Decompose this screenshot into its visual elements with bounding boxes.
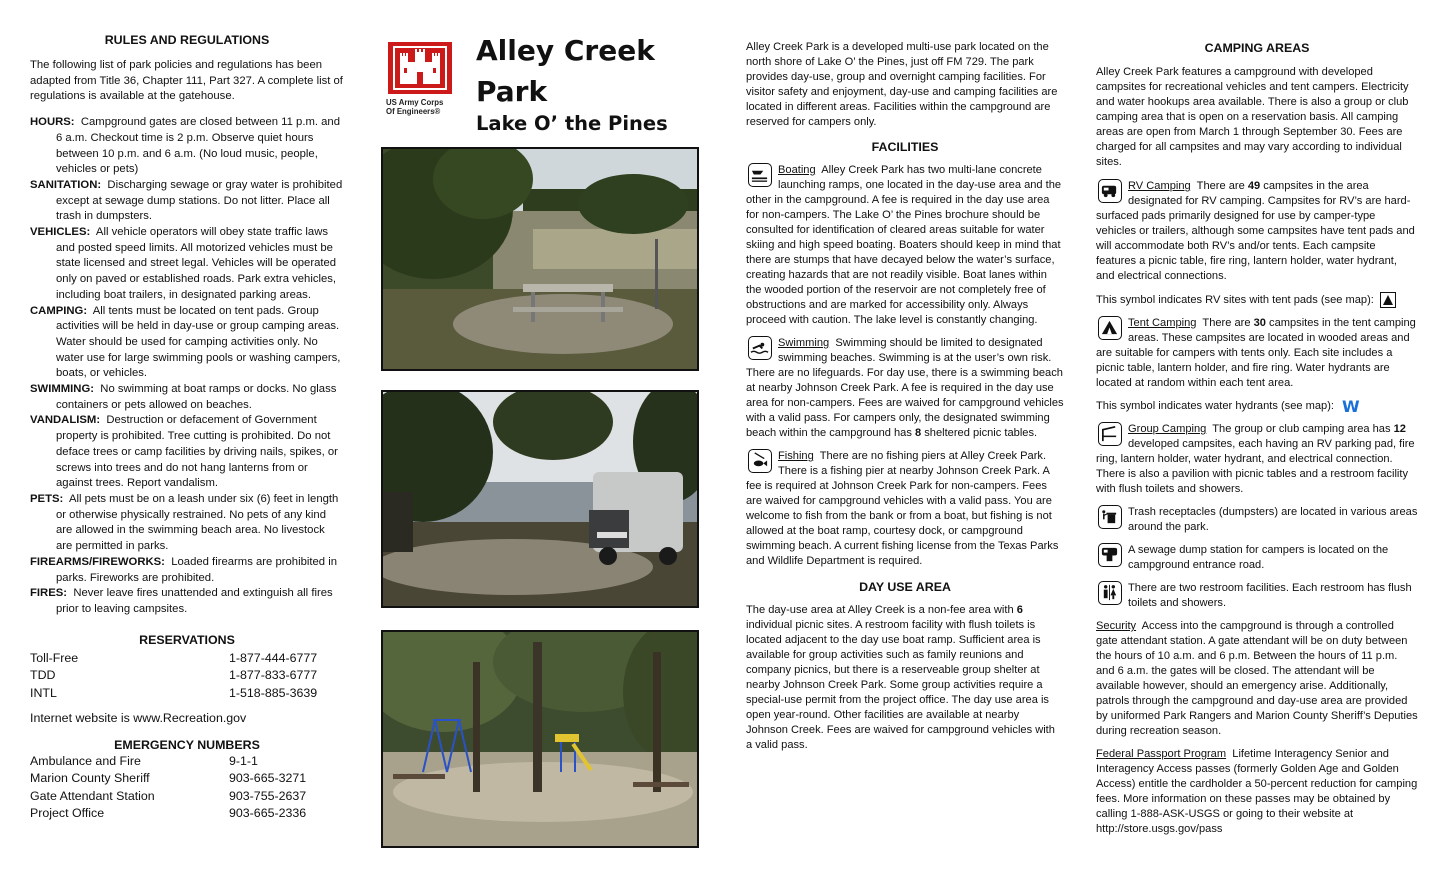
tent-camping-label: Tent Camping bbox=[1128, 317, 1197, 329]
reservation-row-number: 1-877-444-6777 bbox=[229, 650, 318, 665]
logo-caption bbox=[386, 98, 443, 117]
emergency-row bbox=[30, 788, 344, 806]
rv-text-end: campsites in the area designated for RV camping. Campsites for RV’s are hard-surfaced pads primarily designed for use by camper-type vehicles or trailers, although some campsites have tent pads and will accommodate both RV’s and/or tents. Each campsite features a picnic table, fire ring, lantern holder, water hydrant, and electrical connections. bbox=[1096, 180, 1415, 282]
rv-symbol-note bbox=[1096, 292, 1418, 308]
emergency-row-number: 903-755-2637 bbox=[229, 788, 307, 803]
rule-label: SWIMMING: bbox=[30, 383, 95, 396]
rule-label: HOURS: bbox=[30, 116, 75, 129]
rule-text: No swimming at boat ramps or docks. No glass containers or pets allowed on beaches. bbox=[56, 383, 337, 411]
rule-item bbox=[30, 225, 344, 304]
tent-camping-section bbox=[1096, 316, 1418, 391]
tent-text-start: There are bbox=[1202, 317, 1254, 329]
rule-text: All vehicle operators will obey state traffic laws and posted speed limits. All motorized vehicles must be state licensed and street legal. Vehicles will be operated only on paved or established roads. Park extra vehicles, including boat trailers, in designated parking areas. bbox=[56, 226, 337, 301]
lake-subtitle: Lake O’ the Pines bbox=[476, 112, 668, 135]
rv-text-start: There are bbox=[1196, 180, 1248, 192]
day-use-text-end: individual picnic sites. A restroom facility with flush toilets is located adjacent to the day use boat ramp. Sufficient area is available for group activities such as family reunions and company picnics, but there is a reserveable group shelter at nearby Johnson Creek Park. Some group activities require a special-use permit from the project office. The day use area is open year-round. Other facilities are available at nearby Johnson Creek. Fees are waived for campground vehicles with a valid pass. bbox=[746, 619, 1055, 751]
rules-heading: RULES AND REGULATIONS bbox=[104, 33, 270, 47]
rule-text: Discharging sewage or gray water is prohibited except at sewage dump stations. Do not litter. Place all trash in dumpsters. bbox=[56, 178, 343, 223]
tent-site-count: 30 bbox=[1253, 317, 1266, 329]
emergency-row bbox=[30, 805, 344, 823]
rule-text: All tents must be located on tent pads. Group activities will be held in day-use or group camping areas. Water should be used for camping activities only. No water use for large swimming pools or washing campers, boats, or vehicles. bbox=[56, 304, 341, 380]
reservation-row-number: 1-877-833-6777 bbox=[229, 668, 318, 683]
reservation-row-number: 1-518-885-3639 bbox=[229, 685, 318, 700]
rule-item bbox=[30, 413, 344, 492]
rules-column bbox=[30, 32, 344, 823]
group-site-count: 12 bbox=[1393, 423, 1406, 435]
rule-item bbox=[30, 586, 344, 617]
emergency-table bbox=[30, 753, 344, 823]
reservations-heading: RESERVATIONS bbox=[139, 632, 235, 647]
reservation-row bbox=[30, 650, 344, 668]
emergency-row-number: 903-665-2336 bbox=[229, 806, 307, 821]
fishing-section bbox=[746, 449, 1064, 569]
fisherman-icon bbox=[748, 449, 772, 473]
swimming-text-end: sheltered picnic tables. bbox=[921, 427, 1038, 439]
emergency-row-label: Project Office bbox=[30, 806, 105, 821]
tent-icon bbox=[1098, 316, 1122, 340]
park-title-line-1: Alley Creek bbox=[476, 34, 655, 67]
sewage-dump-icon bbox=[1098, 543, 1122, 567]
cover-column bbox=[378, 0, 704, 875]
passport-text: Lifetime Interagency Senior and Interagency Access passes (formerly Golden Age and Golden Access) entitle the cardholder a 50-percent reduction for camping fees. More information on these passes may be obtained by calling 1-888-ASK-USGS or going to their website at http://store.usgs.gov/pass bbox=[1096, 748, 1418, 835]
camping-heading: CAMPING AREAS bbox=[1204, 41, 1310, 55]
trash-section bbox=[1096, 505, 1418, 535]
restroom-icon bbox=[1098, 581, 1122, 605]
reservation-row bbox=[30, 685, 344, 703]
sewage-section bbox=[1096, 543, 1418, 573]
group-shelter-icon bbox=[1098, 422, 1122, 446]
rule-label: CAMPING: bbox=[30, 304, 88, 317]
emergency-heading: EMERGENCY NUMBERS bbox=[114, 737, 260, 752]
rule-label: VANDALISM: bbox=[30, 414, 101, 427]
swimming-table-count: 8 bbox=[914, 427, 922, 439]
trash-text: Trash receptacles (dumpsters) are located in various areas around the park. bbox=[1128, 506, 1418, 533]
day-use-text bbox=[746, 603, 1064, 753]
fishing-text: There are no fishing piers at Alley Creek Park. There is a fishing pier at nearby Johnson Creek Park. A fee is required at Johnson Creek Park for non-campers. Fees are waived for campground vehicles with a valid pass. You are welcome to fish from the bank or from a boat, but fishing is not allowed at the boat ramp, courtesy dock, or campground swimming beach. A current fishing license from the Texas Parks and Wildlife Department is required. bbox=[746, 450, 1059, 567]
rule-text: Never leave fires unattended and extinguish all fires prior to leaving campsites. bbox=[56, 587, 333, 615]
rule-item bbox=[30, 304, 344, 383]
fishing-label: Fishing bbox=[778, 450, 814, 462]
facilities-column bbox=[746, 40, 1064, 753]
group-text-end: developed campsites, each having an RV parking pad, fire ring, lantern holder, water hydrant, and electrical connection. There is also a pavilion with picnic tables and a restroom facility with flush toilets and showers. bbox=[1096, 438, 1415, 495]
rule-text: Loaded firearms are prohibited in parks. Fireworks are prohibited. bbox=[56, 555, 338, 584]
rule-label: SANITATION: bbox=[30, 178, 102, 191]
rules-intro: The following list of park policies and regulations has been adapted from Title 36, Chapter 111, Part 327. A complete list of regulations is available at the gatehouse. bbox=[30, 59, 343, 103]
reservations-table bbox=[30, 650, 344, 703]
passport-section bbox=[1096, 747, 1418, 837]
boating-section bbox=[746, 163, 1064, 328]
hydrant-note-text: This symbol indicates water hydrants (see map): bbox=[1096, 400, 1334, 412]
playground-photo bbox=[381, 630, 699, 848]
hydrant-symbol-note bbox=[1096, 399, 1418, 414]
boating-label: Boating bbox=[778, 164, 816, 176]
emergency-row-label: Marion County Sheriff bbox=[30, 771, 150, 786]
emergency-row-label: Gate Attendant Station bbox=[30, 788, 155, 803]
rule-item bbox=[30, 492, 344, 555]
camping-intro: Alley Creek Park features a campground with developed campsites for recreational vehicles and tent campers. Electricity and water hookups area available. There is also a group or club camping area that is open on a reservation basis. All camping areas are open from March 1 through September 30. Fees are charged for all campsites and may vary according to individual sites. bbox=[1096, 66, 1409, 168]
park-title-line-2: Park bbox=[476, 75, 548, 108]
rv-icon bbox=[1098, 179, 1122, 203]
sewage-text: A sewage dump station for campers is located on the campground entrance road. bbox=[1128, 544, 1389, 571]
day-use-heading: DAY USE AREA bbox=[859, 580, 951, 594]
rv-site-count: 49 bbox=[1247, 180, 1261, 192]
tent-text-end: campsites in the tent camping areas. These campsites are located in wooded areas and are suitable for campers with tents only. Each site includes a picnic table, lantern holder, and fire ring. Water hydrants are located at random within each tent area. bbox=[1096, 317, 1416, 389]
rule-text: Campground gates are closed between 11 p.m. and 6 a.m. Checkout time is 2 p.m. Observe quiet hours between 10 p.m. and 6 a.m. (No loud music, people, vehicles or pets) bbox=[56, 116, 340, 176]
reservations-website: Internet website is www.Recreation.gov bbox=[30, 711, 247, 726]
park-intro: Alley Creek Park is a developed multi-use park located on the north shore of Lake O’ the Pines, just off FM 729. The park provides day-use, group and overnight camping facilities. For visitor safety and enjoyment, day-use and camping facilities are located in different areas. Facilities within the campground are reserved for campers only. bbox=[746, 41, 1058, 128]
rule-text: Destruction or defacement of Government property is prohibited. Tree cutting is prohibited. Do not deface trees or camp facilities by driving nails, spikes, or screws into trees and do not hang lanterns from or against trees. Report vandalism. bbox=[56, 414, 338, 490]
rv-camping-label: RV Camping bbox=[1128, 180, 1191, 192]
picnic-table-photo bbox=[381, 147, 699, 371]
rules-list bbox=[30, 115, 344, 618]
group-camping-label: Group Camping bbox=[1128, 423, 1207, 435]
group-text-start: The group or club camping area has bbox=[1212, 423, 1394, 435]
swimming-label: Swimming bbox=[778, 337, 830, 349]
swimmer-icon bbox=[748, 336, 772, 360]
trash-icon bbox=[1098, 505, 1122, 529]
tent-pad-symbol-icon bbox=[1380, 292, 1396, 308]
rule-item bbox=[30, 382, 344, 413]
rule-item bbox=[30, 178, 344, 225]
rv-camping-section bbox=[1096, 179, 1418, 284]
day-use-text-start: The day-use area at Alley Creek is a non-fee area with bbox=[746, 604, 1017, 616]
reservation-row bbox=[30, 667, 344, 685]
rule-item bbox=[30, 555, 344, 586]
logo-caption-line-2: Of Engineers® bbox=[386, 107, 441, 117]
camping-column bbox=[1096, 40, 1418, 845]
emergency-row bbox=[30, 770, 344, 788]
security-text: Access into the campground is through a controlled gate attendant station. A gate attendant will be on duty between the hours of 10 a.m. and 6 p.m. Between the hours of 11 p.m. and 6 a.m. the gates will be closed. The attendant will be available however, should an emergency arise. Additionally, patrols through the campground and day-use area are provided by uniformed Park Rangers and Marion County Sheriff’s Deputies during recreation season. bbox=[1096, 620, 1418, 737]
group-camping-section bbox=[1096, 422, 1418, 497]
rule-label: PETS: bbox=[30, 492, 64, 505]
emergency-row-number: 9-1-1 bbox=[229, 753, 258, 768]
usace-castle-logo bbox=[388, 42, 452, 94]
rule-label: VEHICLES: bbox=[30, 226, 91, 239]
rule-label: FIREARMS/FIREWORKS: bbox=[30, 555, 165, 568]
rv-campsite-photo bbox=[381, 390, 699, 608]
rv-symbol-note-text: This symbol indicates RV sites with tent pads (see map): bbox=[1096, 293, 1374, 306]
swimming-text: Swimming should be limited to designated swimming beaches. Swimming is at the user’s own risk. There are no lifeguards. For day use, there is a swimming beach at nearby Johnson Creek Park. A fee is required in the day use area for non-campers. Fees are waived for campground vehicles with a valid pass. For campers only, the designated swimming beach within the campground has bbox=[746, 337, 1064, 439]
rule-text: All pets must be on a leash under six (6) feet in length or otherwise physically restrained. No pets of any kind are allowed in the swimming beach area. No livestock are permitted in parks. bbox=[56, 492, 339, 553]
emergency-row-number: 903-665-3271 bbox=[229, 771, 307, 786]
restroom-section bbox=[1096, 581, 1418, 611]
rule-label: FIRES: bbox=[30, 587, 68, 600]
boat-ramp-icon bbox=[748, 163, 772, 187]
reservation-row-label: INTL bbox=[30, 685, 57, 700]
rule-item bbox=[30, 115, 344, 178]
facilities-heading: FACILITIES bbox=[871, 140, 939, 154]
swimming-section bbox=[746, 336, 1064, 441]
passport-label: Federal Passport Program bbox=[1096, 748, 1227, 760]
security-label: Security bbox=[1096, 620, 1137, 632]
reservation-row-label: TDD bbox=[30, 668, 56, 683]
water-hydrant-symbol: W bbox=[1342, 397, 1360, 416]
emergency-row-label: Ambulance and Fire bbox=[30, 753, 141, 768]
emergency-row bbox=[30, 753, 344, 771]
logo-caption-line-1: US Army Corps bbox=[386, 98, 444, 107]
restroom-text: There are two restroom facilities. Each restroom has flush toilets and showers. bbox=[1128, 582, 1412, 609]
reservation-row-label: Toll-Free bbox=[30, 650, 79, 665]
boating-text: Alley Creek Park has two multi-lane concrete launching ramps, one located in the day-use area and the other in the campground. A fee is required in the day use area for non-campers. The Lake O’ the Pines brochure should be consulted for identification of cleared areas suitable for water skiing and high speed boating. Boaters should keep in mind that there are stumps that have decayed below the water’s surface, creating hazards that are not readily visible. Boat lanes within the wooded portion of the reservoir are not completely free of obstructions and are marked for accessibility only. Always proceed with caution. The lake level is constantly changing. bbox=[746, 164, 1062, 326]
park-title bbox=[476, 30, 655, 112]
security-section bbox=[1096, 619, 1418, 739]
day-use-site-count: 6 bbox=[1016, 604, 1023, 616]
